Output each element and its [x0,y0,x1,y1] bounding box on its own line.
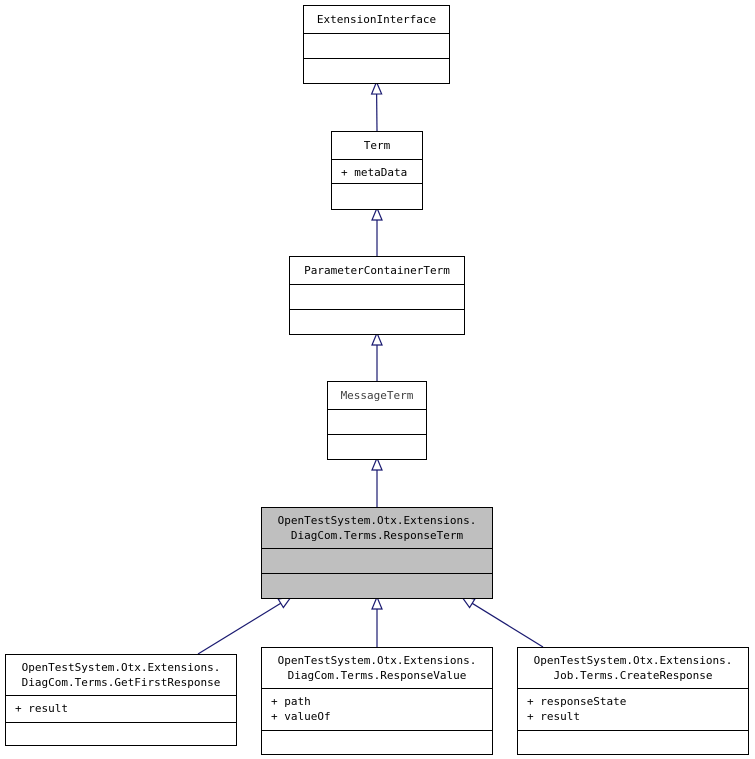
class-name-line: ParameterContainerTerm [304,264,450,277]
class-name [262,648,492,688]
attributes-compartment [328,409,426,434]
attributes-compartment [262,548,492,573]
class-name [290,257,464,284]
attribute: + result [15,702,68,715]
edge-create-response-to-response-term [472,603,543,647]
class-name-line: DiagCom.Terms.ResponseTerm [290,529,464,542]
attributes-compartment [262,688,492,730]
class-name-line: OpenTestSystem.Otx.Extensions. [21,661,221,674]
class-box-term[interactable] [331,131,423,210]
methods-compartment [332,183,422,209]
class-name [518,648,748,688]
class-name-line: DiagCom.Terms.GetFirstResponse [21,676,221,689]
methods-compartment [290,309,464,334]
class-name-line: OpenTestSystem.Otx.Extensions. [533,654,733,667]
attributes-compartment [304,33,449,58]
class-box-parameter-container-term[interactable] [289,256,465,335]
attribute: + result [527,710,580,723]
methods-compartment [304,58,449,83]
attributes-compartment [6,695,236,722]
class-box-create-response[interactable] [517,647,749,755]
class-name-line: Job.Terms.CreateResponse [553,669,713,682]
methods-compartment [262,730,492,754]
attribute: + metaData [341,166,408,179]
class-name-line: Term [363,139,391,152]
methods-compartment [328,434,426,459]
class-name-line: MessageTerm [340,389,414,402]
class-name-line: DiagCom.Terms.ResponseValue [287,669,467,682]
attribute: + valueOf [271,710,331,723]
class-name [328,382,426,409]
methods-compartment [6,722,236,745]
attribute: + responseState [527,695,627,708]
class-box-response-term[interactable] [261,507,493,599]
attributes-compartment [332,159,422,183]
class-name [6,655,236,695]
methods-compartment [518,730,748,754]
class-name-line: ExtensionInterface [316,13,437,26]
class-box-get-first-response[interactable] [5,654,237,746]
class-box-extension-interface[interactable] [303,5,450,84]
class-name-line: OpenTestSystem.Otx.Extensions. [277,514,477,527]
attribute: + path [271,695,311,708]
class-box-response-value[interactable] [261,647,493,755]
class-name [332,132,422,159]
attributes-compartment [290,284,464,309]
methods-compartment [262,573,492,598]
class-name-line: OpenTestSystem.Otx.Extensions. [277,654,477,667]
class-box-message-term[interactable] [327,381,427,460]
class-name [304,6,449,33]
class-name [262,508,492,548]
attributes-compartment [518,688,748,730]
